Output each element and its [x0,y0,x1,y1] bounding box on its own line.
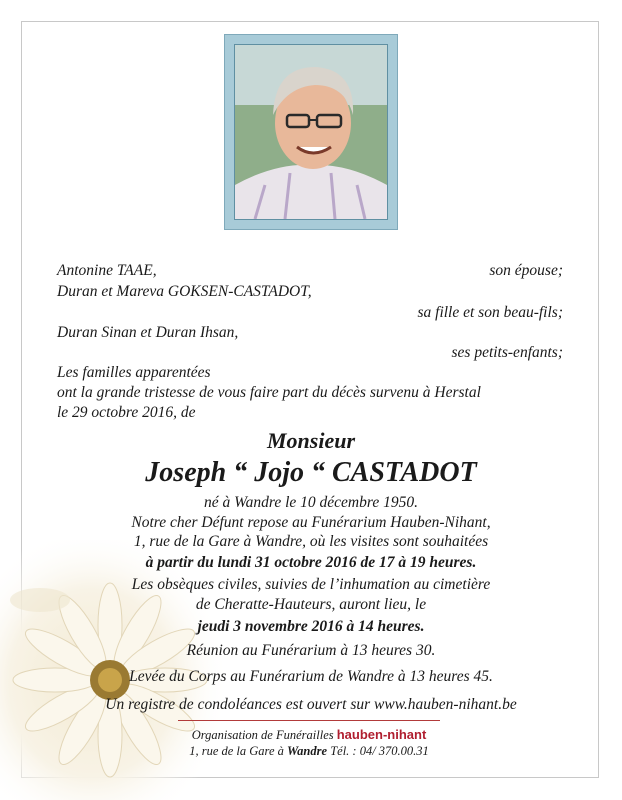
intro-line-1: Les familles apparentées [57,364,211,381]
deceased-name: Joseph “ Jojo “ CASTADOT [145,457,477,488]
organisation-label: Organisation de Funérailles [191,728,334,742]
organisation-line [178,727,440,743]
visit-time: à partir du lundi 31 octobre 2016 de 17 à 19 heures. [145,554,477,571]
relative-name-3: Duran Sinan et Duran Ihsan, [57,324,239,341]
visit-line-2: 1, rue de la Gare à Wandre, où les visites sont souhaitées [133,533,489,550]
relative-name-2: Duran et Mareva GOKSEN-CASTADOT, [57,283,312,300]
relative-relation-2: sa fille et son beau-fils; [417,304,563,321]
brand-logo: hauben-nihant [336,727,427,742]
funeral-line-2: de Cheratte-Hauteurs, auront lieu, le [195,596,427,613]
birth-info: né à Wandre le 10 décembre 1950. [204,494,418,511]
organisation-phone: Tél. : 04/ 370.00.31 [330,744,429,758]
address-town: Wandre [287,744,328,758]
intro-line-3: le 29 octobre 2016, de [57,404,196,421]
portrait-photo [234,44,388,220]
condolence-register: Un registre de condoléances est ouvert sur www.hauben-nihant.be [105,696,517,713]
funeral-date: jeudi 3 novembre 2016 à 14 heures. [197,618,425,635]
funeral-line-1: Les obsèques civiles, suivies de l’inhumation au cimetière [131,576,491,593]
relative-relation-3: ses petits-enfants; [451,344,563,361]
address-prefix: 1, rue de la Gare à [189,744,284,758]
intro-line-2: ont la grande tristesse de vous faire part du décès survenu à Herstal [57,384,481,401]
meeting-info: Réunion au Funérarium à 13 heures 30. [186,642,436,659]
relative-relation-1: son épouse; [489,262,563,279]
footer-divider [178,720,440,721]
portrait-frame [224,34,398,230]
relative-name-1: Antonine TAAE, [57,262,157,279]
title-monsieur: Monsieur [266,428,356,453]
departure-info: Levée du Corps au Funérarium de Wandre à 13 heures 45. [129,668,493,685]
visit-line-1: Notre cher Défunt repose au Funérarium Hauben-Nihant, [131,514,491,531]
organisation-address [178,744,440,759]
